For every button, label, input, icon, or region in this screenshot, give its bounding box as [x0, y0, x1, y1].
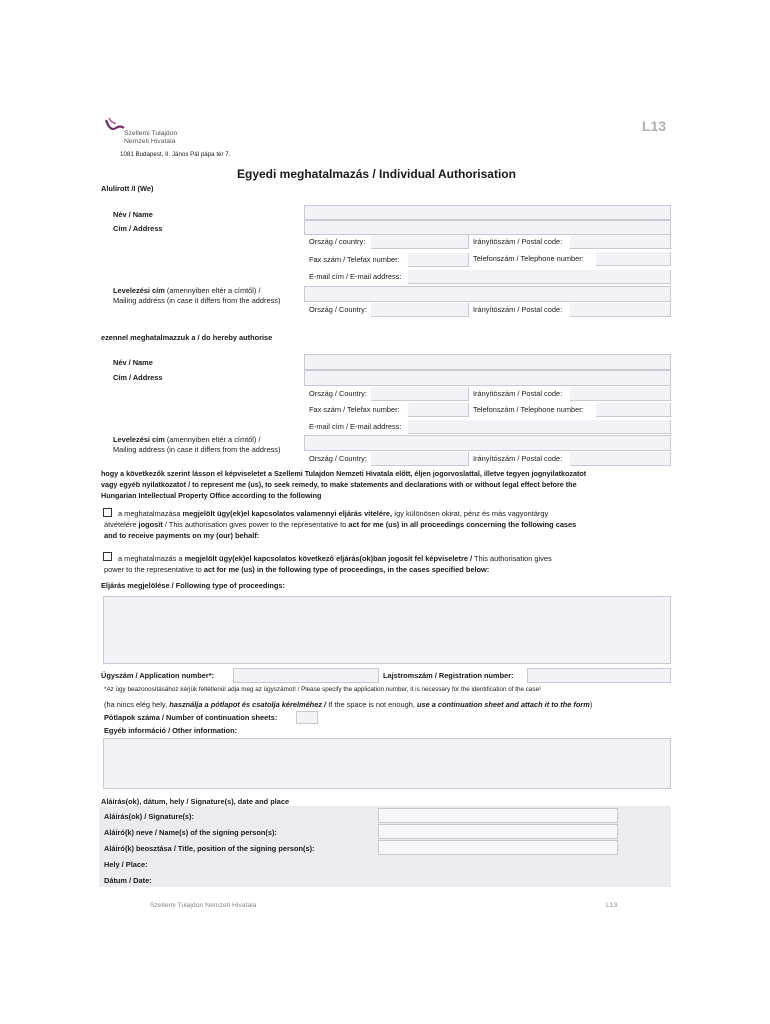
principal-name-field[interactable] — [304, 205, 671, 220]
space-note-a: (ha nincs elég hely, — [104, 700, 168, 709]
other-info-label: Egyéb információ / Other information: — [104, 726, 238, 735]
option1-text-a: a meghatalmazása — [118, 509, 181, 518]
rep-phone-label: Telefonszám / Telephone number: — [473, 405, 584, 414]
space-note-b: használja a pótlapot és csatolja kérelméhez / — [169, 700, 327, 709]
principal-name-label: Név / Name — [113, 210, 153, 219]
option1-line2 — [104, 520, 576, 529]
principal-mailing-label-note: (amennyiben eltér a címtől) / — [166, 286, 261, 295]
rep-name-field[interactable] — [304, 354, 671, 370]
option2-text-c: This authorisation gives — [474, 554, 552, 563]
form-code: L13 — [642, 118, 667, 134]
org-name-line2: Nemzeti Hivatala — [124, 138, 176, 145]
option2-line2 — [104, 565, 489, 574]
option1-text-g: act for me (us) in all proceedings concerning the following cases — [348, 520, 577, 529]
principal-mailing-label-en: Mailing address (in case it differs from the address) — [113, 296, 281, 305]
purpose-line2: vagy egyéb nyilatkozatot / to represent me (us), to seek remedy, to make statements and declarations with or without legal effect before the — [101, 480, 577, 489]
principal-mailing-label-hu: Levelezési cím — [113, 286, 165, 295]
principal-fax-field[interactable] — [408, 253, 469, 267]
principal-fax-label: Fax szám / Telefax number: — [309, 255, 400, 264]
application-number-field[interactable] — [233, 668, 379, 683]
principal-mailing-country-label: Ország / Country: — [309, 305, 367, 314]
option1-checkbox[interactable] — [103, 508, 112, 517]
option2-text-d: power to the representative to — [104, 565, 202, 574]
footer-org: Szellemi Tulajdon Nemzeti Hivatala — [150, 902, 257, 909]
principal-email-field[interactable] — [408, 270, 671, 284]
rep-mailing-label — [113, 435, 261, 444]
rep-email-label: E-mail cím / E-mail address: — [309, 422, 402, 431]
org-address: 1081 Budapest, II. János Pál pápa tér 7. — [120, 151, 231, 158]
principal-mailing-postal-label: Irányítószám / Postal code: — [473, 305, 563, 314]
principal-mailing-postal-field[interactable] — [570, 303, 671, 317]
option1-text-c: így különösen okirat, pénz és más vagyontárgy — [394, 509, 549, 518]
rep-address-label: Cím / Address — [113, 373, 163, 382]
rep-mailing-field[interactable] — [304, 435, 671, 451]
principal-country-label: Ország / country: — [309, 237, 366, 246]
rep-postal-field[interactable] — [570, 387, 671, 401]
application-number-label: Ügyszám / Application number*: — [101, 671, 215, 680]
hipo-logo — [104, 116, 126, 134]
option2-text-b: megjelölt ügy(ek)el kapcsolatos következő eljárás(ok)ban jogosít fel képviseletre / — [184, 554, 473, 563]
space-note — [104, 700, 592, 709]
rep-mailing-label-hu: Levelezési cím — [113, 435, 165, 444]
rep-address-field[interactable] — [304, 370, 671, 386]
rep-mailing-postal-field[interactable] — [570, 452, 671, 466]
signing-names-label: Aláíró(k) neve / Name(s) of the signing person(s): — [104, 828, 277, 837]
signatures-label: Aláírás(ok) / Signature(s): — [104, 812, 194, 821]
footer-code: L13 — [606, 902, 618, 909]
option2-text-e: act for me (us) in the following type of proceedings, in the cases specified below: — [203, 565, 490, 574]
principal-postal-field[interactable] — [570, 235, 671, 249]
registration-number-label: Lajstromszám / Registration number: — [383, 671, 514, 680]
purpose-line1: hogy a következők szerint lásson el képviseletet a Szellemi Tulajdon Nemzeti Hivatala előtt, éljen jogorvoslattal, illetve tegyen jognyilatkozatot — [101, 469, 587, 478]
principal-mailing-label — [113, 286, 261, 295]
rep-mailing-country-label: Ország / Country: — [309, 454, 367, 463]
principal-address-field[interactable] — [304, 220, 671, 235]
rep-name-label: Név / Name — [113, 358, 153, 367]
principal-mailing-country-field[interactable] — [371, 303, 469, 317]
signing-names-field[interactable] — [378, 824, 618, 839]
place-label: Hely / Place: — [104, 860, 148, 869]
principal-address-label: Cím / Address — [113, 224, 163, 233]
principal-country-field[interactable] — [371, 235, 469, 249]
signatures-field[interactable] — [378, 808, 618, 823]
rep-email-field[interactable] — [408, 420, 671, 434]
rep-country-field[interactable] — [371, 387, 469, 401]
rep-fax-field[interactable] — [408, 403, 469, 417]
option1-line1 — [118, 509, 548, 518]
rep-postal-label: Irányítószám / Postal code: — [473, 389, 563, 398]
rep-phone-field[interactable] — [596, 403, 671, 417]
date-label: Dátum / Date: — [104, 876, 152, 885]
org-name-line1: Szellemi Tulajdon — [124, 130, 178, 137]
proceedings-label: Eljárás megjelölése / Following type of proceedings: — [101, 581, 285, 590]
place-field[interactable] — [378, 856, 618, 871]
rep-fax-label: Fax szám / Telefax number: — [309, 405, 400, 414]
application-footnote: *Az ügy beazonosításához kérjük feltétlenül adja meg az ügyszámot! / Please specify the application number, it is necessary for the identification of the case! — [104, 686, 541, 693]
principal-phone-label: Telefonszám / Telephone number: — [473, 254, 584, 263]
rep-mailing-country-field[interactable] — [371, 452, 469, 466]
registration-number-field[interactable] — [527, 668, 671, 683]
authorise-text: ezennel meghatalmazzuk a / do hereby authorise — [101, 333, 273, 342]
principal-phone-field[interactable] — [596, 252, 671, 266]
rep-mailing-postal-label: Irányítószám / Postal code: — [473, 454, 563, 463]
rep-country-label: Ország / Country: — [309, 389, 367, 398]
signing-titles-label: Aláíró(k) beosztása / Title, position of the signing person(s): — [104, 844, 315, 853]
option1-text-e: jogosít — [138, 520, 163, 529]
option1-text-b: megjelölt ügy(ek)el kapcsolatos valamennyi eljárás vitelére, — [182, 509, 393, 518]
option1-line3: and to receive payments on my (our) behalf: — [104, 531, 260, 540]
other-info-textarea[interactable] — [103, 738, 671, 789]
principal-mailing-field[interactable] — [304, 286, 671, 302]
date-field[interactable] — [378, 872, 618, 887]
space-note-d: use a continuation sheet and attach it to the form — [416, 700, 590, 709]
undersigned-label: Alulírott /I (We) — [101, 184, 154, 193]
space-note-c: If the space is not enough, — [328, 700, 415, 709]
rep-mailing-label-note: (amennyiben eltér a címtől) / — [166, 435, 261, 444]
signing-titles-field[interactable] — [378, 840, 618, 855]
proceedings-textarea[interactable] — [103, 596, 671, 664]
rep-mailing-label-en: Mailing address (in case it differs from the address) — [113, 445, 281, 454]
continuation-field[interactable] — [296, 711, 318, 724]
continuation-label: Pótlapok száma / Number of continuation sheets: — [104, 713, 278, 722]
signature-heading: Aláírás(ok), dátum, hely / Signature(s), date and place — [101, 797, 290, 806]
space-note-e: ) — [589, 700, 593, 709]
page-title: Egyedi meghatalmazás / Individual Authorisation — [237, 167, 516, 181]
purpose-line3: Hungarian Intellectual Property Office according to the following — [101, 491, 322, 500]
principal-postal-label: Irányítószám / Postal code: — [473, 237, 563, 246]
option2-line1 — [118, 554, 552, 563]
option1-text-f: / This authorisation gives power to the representative to — [164, 520, 347, 529]
principal-email-label: E-mail cím / E-mail address: — [309, 272, 402, 281]
option1-text-d: átvételére — [104, 520, 137, 529]
option2-text-a: a meghatalmazás a — [118, 554, 183, 563]
option2-checkbox[interactable] — [103, 552, 112, 561]
